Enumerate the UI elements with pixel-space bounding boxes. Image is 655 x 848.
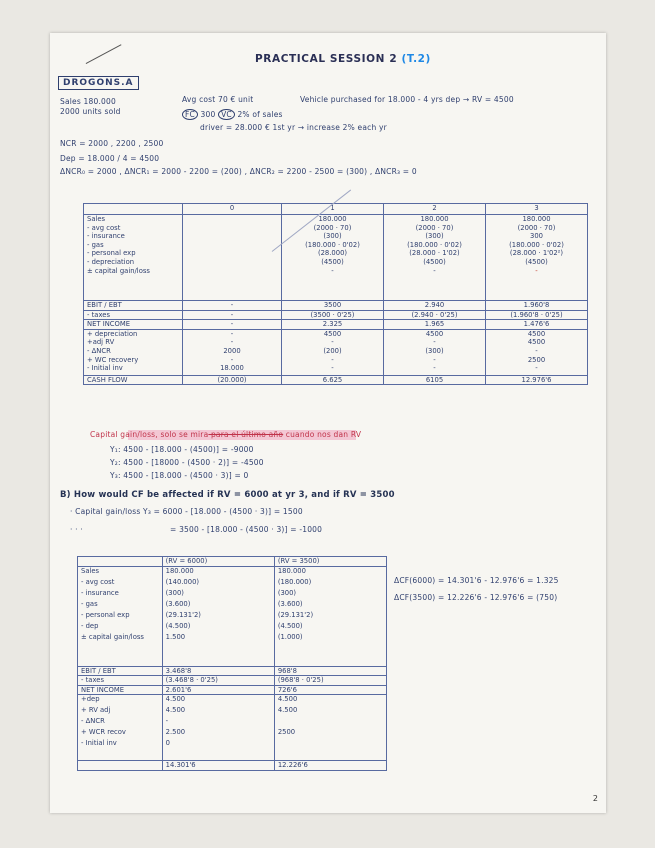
t1-cell: (180.000 · 0'02) xyxy=(509,240,564,249)
t2-cell: (29.131'2) xyxy=(277,610,314,619)
t1-adj-labels xyxy=(84,329,183,375)
t2-header-rv3500: (RV = 3500) xyxy=(274,557,386,567)
t2-labels xyxy=(78,566,163,666)
driver-note: driver = 28.000 € 1st yr → increase 2% each yr xyxy=(200,123,387,132)
t1-adj-label: + WC recovery xyxy=(87,355,139,364)
t1-cell: (28.000 · 1'02²) xyxy=(509,249,564,258)
t1-ni-y2: 1.965 xyxy=(384,320,486,330)
t2-ebit-rv3500: 968'8 xyxy=(274,666,386,676)
t2-label: Sales xyxy=(81,566,100,575)
t1-adj-cell: - xyxy=(433,338,436,347)
t2-cell: (140.000) xyxy=(165,577,200,586)
t2-adj-cell: 0 xyxy=(165,739,170,748)
t2-adj-rv6000 xyxy=(162,695,274,761)
t1-adj-label: - ΔNCR xyxy=(87,346,111,355)
t2-adj-label: - ΔNCR xyxy=(81,717,105,726)
note-strike: para el último año xyxy=(208,430,284,439)
t1-adj-cell: 4500 xyxy=(425,329,444,338)
gain-y3: Y₃: 4500 - [18.000 - (4500 · 3)] = 0 xyxy=(110,471,249,480)
t2-cell: (3.600) xyxy=(277,599,303,608)
page-title xyxy=(255,53,431,65)
t1-tax-y3: (1.960'8 · 0'25) xyxy=(486,310,588,320)
t1-label: Sales xyxy=(87,215,106,223)
t2-label: - insurance xyxy=(81,588,119,597)
t1-ni-y0: - xyxy=(183,320,282,330)
t1-cell: - xyxy=(535,266,538,275)
t1-tax-y0: - xyxy=(183,310,282,320)
gain-line-2: = 3500 - [18.000 - (4500 · 3)] = -1000 xyxy=(170,525,323,534)
t1-header-y2: 2 xyxy=(384,204,486,215)
t1-ni-label: NET INCOME xyxy=(84,320,183,330)
t2-cell: (4.500) xyxy=(165,621,191,630)
t2-adj-cell: 4.500 xyxy=(277,706,298,715)
t1-label: ± capital gain/loss xyxy=(87,266,150,275)
t1-label: - avg cost xyxy=(87,223,121,232)
cash-flow-table xyxy=(83,203,588,385)
t1-cf-label: CASH FLOW xyxy=(84,375,183,385)
dep-line: Dep = 18.000 / 4 = 4500 xyxy=(60,154,160,163)
t1-col-y0 xyxy=(183,215,282,301)
t2-label: - personal exp xyxy=(81,610,130,619)
t1-label: - gas xyxy=(87,240,104,249)
t2-cell: (300) xyxy=(277,588,297,597)
t1-adj-label: - Initial inv xyxy=(87,364,123,373)
t2-cell: (4.500) xyxy=(277,621,303,630)
t1-adj-cell: - xyxy=(230,329,234,338)
t1-adj-label: + depreciation xyxy=(87,329,138,338)
t1-cf-y2: 6105 xyxy=(384,375,486,385)
gain-line-1: · Capital gain/loss Y₃ = 6000 - [18.000 - (4500 · 3)] = 1500 xyxy=(70,507,303,516)
t1-adj-y0 xyxy=(183,329,282,375)
t1-col-y1 xyxy=(282,215,384,301)
avg-cost-note: Avg cost 70 € unit xyxy=(182,95,254,104)
rv-comparison-table xyxy=(77,556,387,771)
t2-cell: (29.131'2) xyxy=(165,610,201,619)
t1-adj-cell: - xyxy=(230,338,234,347)
t1-cell: (180.000 · 0'02) xyxy=(407,240,462,249)
t1-adj-cell: - xyxy=(535,346,538,355)
t2-header-blank xyxy=(78,557,163,567)
t2-tax-rv3500: (968'8 · 0'25) xyxy=(274,676,386,686)
t1-cell: (180.000 · 0'02) xyxy=(305,240,360,249)
t1-cell: (4500) xyxy=(525,257,548,266)
t2-cell: 180.000 xyxy=(165,566,194,575)
t1-ebit-label: EBIT / EBT xyxy=(84,301,183,311)
t1-tax-y1: (3500 · 0'25) xyxy=(282,310,384,320)
t1-cell: (2000 · 70) xyxy=(517,223,556,232)
delta-ncr-line: ΔNCR₀ = 2000 , ΔNCR₁ = 2000 - 2200 = (200) , ΔNCR₂ = 2200 - 2500 = (300) , ΔNCR₃ = 0 xyxy=(60,167,417,176)
t1-col-y2 xyxy=(384,215,486,301)
t2-adj-labels xyxy=(78,695,163,761)
t1-ebit-y2: 2.940 xyxy=(384,301,486,311)
t1-cf-y0: (20.000) xyxy=(183,375,282,385)
t2-cell: 180.000 xyxy=(277,566,306,575)
t1-cell: 180.000 xyxy=(522,215,551,223)
vc-note: 2% of sales xyxy=(237,110,283,119)
t1-adj-cell: (200) xyxy=(323,346,342,355)
units-note: 2000 units sold xyxy=(60,107,121,116)
t1-adj-y3 xyxy=(486,329,588,375)
vc-circle: VC xyxy=(218,109,235,120)
t1-header-blank xyxy=(84,204,183,215)
t1-adj-cell: - xyxy=(433,364,436,373)
t1-adj-y1 xyxy=(282,329,384,375)
t1-cell: (2000 · 70) xyxy=(313,223,352,232)
t2-ni-label: NET INCOME xyxy=(78,685,163,695)
t2-label: ± capital gain/loss xyxy=(81,632,144,641)
t2-tax-label: - taxes xyxy=(78,676,163,686)
t2-cell: (300) xyxy=(165,588,184,597)
t2-adj-cell: 4.500 xyxy=(165,706,186,715)
ncr-line: NCR = 2000 , 2200 , 2500 xyxy=(60,139,164,148)
delta-cf-3500: ΔCF(3500) = 12.226'6 - 12.976'6 = (750) xyxy=(394,593,558,602)
t1-cell xyxy=(186,215,278,224)
t1-cf-y3: 12.976'6 xyxy=(486,375,588,385)
t1-ni-y3: 1.476'6 xyxy=(486,320,588,330)
pen-stroke xyxy=(86,44,122,64)
t2-col-rv3500 xyxy=(274,566,386,666)
t2-tax-rv6000: (3.468'8 · 0'25) xyxy=(162,676,274,686)
t1-adj-cell: 4500 xyxy=(323,329,342,338)
t2-adj-cell xyxy=(278,739,383,750)
t2-cell: 1.500 xyxy=(165,632,186,641)
t1-adj-cell: - xyxy=(331,364,334,373)
t1-cell: (28.000 · 1'02) xyxy=(409,249,460,258)
t1-cell: (28.000) xyxy=(317,249,348,258)
t2-adj-cell: 2.500 xyxy=(165,728,186,737)
t2-ni-rv6000: 2.601'6 xyxy=(162,685,274,695)
t2-cell: (180.000) xyxy=(277,577,312,586)
t1-header-y0: 0 xyxy=(183,204,282,215)
t1-cell: - xyxy=(433,266,436,275)
title-tag: (T.2) xyxy=(401,53,431,65)
t2-adj-cell: 2500 xyxy=(277,728,296,737)
t1-adj-y2 xyxy=(384,329,486,375)
t1-header-y3: 3 xyxy=(486,204,588,215)
fc-circle: FC xyxy=(182,109,198,120)
fc-value: 300 xyxy=(200,110,216,119)
title-text: PRACTICAL SESSION 2 xyxy=(255,53,398,65)
question-b: B) How would CF be affected if RV = 6000 at yr 3, and if RV = 3500 xyxy=(60,490,395,500)
t2-cf-rv6000: 14.301'6 xyxy=(162,761,274,771)
vehicle-note: Vehicle purchased for 18.000 - 4 yrs dep → RV = 4500 xyxy=(300,95,514,104)
t1-adj-cell: - xyxy=(331,355,334,364)
delta-cf-6000: ΔCF(6000) = 14.301'6 - 12.976'6 = 1.325 xyxy=(394,576,559,585)
t1-cell: 180.000 xyxy=(318,215,347,223)
t2-adj-label: + RV adj xyxy=(81,706,111,715)
t1-cell: (4500) xyxy=(321,257,344,266)
t1-labels xyxy=(84,215,183,301)
t1-cell: 180.000 xyxy=(420,215,449,223)
gain-y2: Y₂: 4500 - [18000 - (4500 · 2)] = -4500 xyxy=(110,458,264,467)
t1-cell: - xyxy=(331,266,334,275)
t1-adj-cell: 2000 xyxy=(223,346,241,355)
t2-adj-label: - Initial inv xyxy=(81,739,117,748)
t2-adj-cell: - xyxy=(165,717,169,726)
t2-cf-label xyxy=(78,761,163,771)
t2-ebit-label: EBIT / EBT xyxy=(78,666,163,676)
capital-gain-note xyxy=(90,430,361,439)
t1-adj-cell: - xyxy=(331,338,334,347)
page-number: 2 xyxy=(592,794,598,803)
t2-cf-rv3500: 12.226'6 xyxy=(274,761,386,771)
t1-ebit-y3: 1.960'8 xyxy=(486,301,588,311)
t2-ni-rv3500: 726'6 xyxy=(274,685,386,695)
t1-header-y1: 1 xyxy=(282,204,384,215)
notebook-page xyxy=(50,33,606,813)
t1-ebit-y0: - xyxy=(183,301,282,311)
sales-note: Sales 180.000 xyxy=(60,97,116,106)
note-head: Capital gain/loss, solo se mira xyxy=(90,430,209,439)
t1-adj-label: +adj RV xyxy=(87,338,115,347)
t2-adj-rv3500 xyxy=(274,695,386,761)
t1-adj-cell: (300) xyxy=(425,346,444,355)
t1-cell: (300) xyxy=(425,232,444,241)
t1-tax-y2: (2.940 · 0'25) xyxy=(384,310,486,320)
t2-header-rv6000: (RV = 6000) xyxy=(162,557,274,567)
t1-cell: 300 xyxy=(530,232,543,241)
t2-adj-cell: 4.500 xyxy=(277,695,298,704)
t1-label: - personal exp xyxy=(87,249,136,258)
t1-label: - insurance xyxy=(87,232,125,241)
t1-ebit-y1: 3500 xyxy=(282,301,384,311)
t1-adj-cell: - xyxy=(535,364,538,373)
t1-adj-cell: 4500 xyxy=(527,329,546,338)
t2-ebit-rv6000: 3.468'8 xyxy=(162,666,274,676)
t2-adj-cell xyxy=(278,717,383,728)
t1-label: - depreciation xyxy=(87,257,135,266)
t1-ni-y1: 2.325 xyxy=(282,320,384,330)
t1-cell: (300) xyxy=(323,232,342,241)
t1-tax-label: - taxes xyxy=(84,310,183,320)
t1-cf-y1: 6.625 xyxy=(282,375,384,385)
t1-adj-cell: 4500 xyxy=(527,338,546,347)
t1-adj-cell: 18.000 xyxy=(220,364,244,373)
t2-cell: (3.600) xyxy=(165,599,191,608)
t2-adj-label: +dep xyxy=(81,695,100,704)
t2-adj-cell: 4.500 xyxy=(165,695,186,704)
t2-label: - avg cost xyxy=(81,577,115,586)
gain-y1: Y₁: 4500 - [18.000 - (4500)] = -9000 xyxy=(110,445,254,454)
fc-vc-note xyxy=(182,109,283,120)
t2-label: - gas xyxy=(81,599,98,608)
t1-adj-cell: - xyxy=(433,355,436,364)
company-box: DROGONS.A xyxy=(58,76,139,90)
t2-col-rv6000 xyxy=(162,566,274,666)
t1-adj-cell: - xyxy=(230,355,234,364)
t2-label: - dep xyxy=(81,621,99,630)
t1-cell: (4500) xyxy=(423,257,446,266)
gain-line-2-prefix: · · · xyxy=(70,525,83,534)
t1-adj-cell: 2500 xyxy=(527,355,546,364)
note-tail: cuando nos dan RV xyxy=(283,430,362,439)
t1-col-y3 xyxy=(486,215,588,301)
t1-cell: (2000 · 70) xyxy=(415,223,454,232)
t2-adj-label: + WCR recov xyxy=(81,728,126,737)
t2-cell: (1.000) xyxy=(277,632,303,641)
